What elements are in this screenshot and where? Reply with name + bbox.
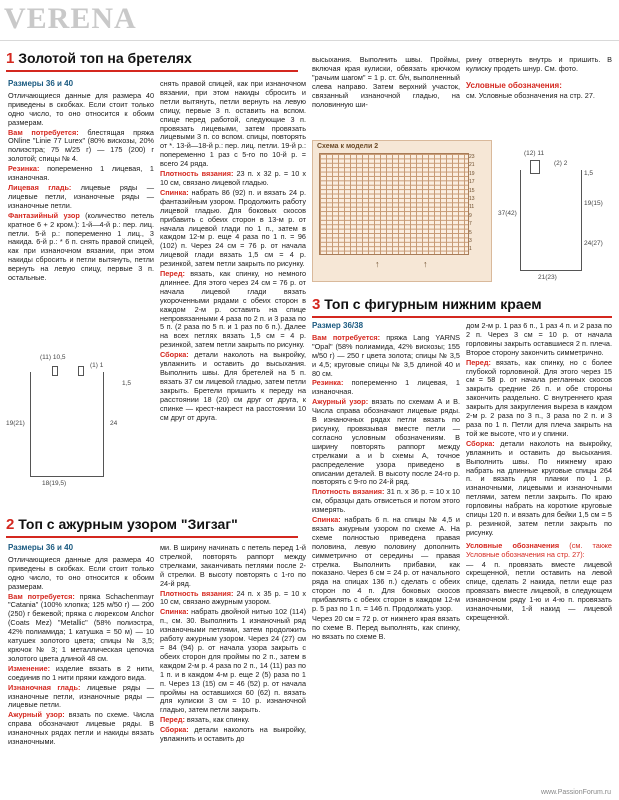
col4-legend: см. Условные обозначения на стр. 27. [466,90,595,100]
section1-sizes: Размеры 36 и 40 [8,79,74,88]
section3-sizes: Размер 36/38 [312,321,364,330]
schematic1-label-width: 18(19,5) [42,480,67,487]
section1-materials-label: Вам потребуется: [8,127,79,137]
section1-column1 [8,80,154,284]
row-number: 3 [469,238,472,245]
row-number: 5 [469,229,472,236]
section2-assembly: детали наколоть на выкройку, увлажнить и оставить до [160,725,306,744]
section3-density: 31 п. х 36 р. = 10 х 10 см, образцы дать отвисеться и потом этого измерять. [312,487,460,515]
col4-top [466,56,612,102]
section3-front-label: Перед: [466,357,491,367]
section2-purl-label: Изнаночная гладь: [8,682,81,692]
section3-text2: Через 20 см = 72 р. от нижнего края вязать по схеме В. Перед выполнять, как спинку, но вязать по схеме B. [312,614,460,641]
section3-back-label: Спинка: [312,515,341,525]
section1-title-rule [6,70,298,72]
section1-materials: блестящая пряжа ONline "Linie 77 Lurex" (80% вискозы, 20% полиэстра; 75 м/25 г) — 175 (200) г золотой; спицы № 4. [8,127,154,164]
schematic1-label-rib: 1,5 [122,380,132,387]
section1-fancy: (количество петель кратное 6 + 2 кром.): 1-й—4-й р.: пер. лиц. петли. 5-й р.: попеременно 1 лиц., 3 накида. 6-й р.: * 6 п. снять правой спицей, как при изнаночном вязании, при этом накиды сбросить и петли вытянуть, петли вернуть на левую спицу, первые 3 п. остальные. [8,210,154,283]
section1-fancy-label: Фантазийный узор [8,210,80,220]
section2-back-label: Спинка: [160,607,189,617]
col2-back-label: Спинка: [160,187,189,197]
col2-text1: снять правой спицей, как при изнаночном вязании, при этом накиды сбросить и петли вытянуть, петли вернуть на левую спицу, первые 3 п. оставить на вспом. спице перед работой, следующие 3 п. провязать лицевыми, затем провязать лицевыми 3 п. со вспом. спицы, повторять от *. 13-й—18-й р.: пер. лиц. петли. 19-й р.: попеременно 1 раз с 5-го по 10-й р. = всего 24 ряда. [160,79,306,169]
schematic1-label-top: (11) 10,5 [40,354,66,361]
section3-legend-label: Условные обозначения [466,540,560,550]
col4-legend-label: Условные обозначения: [466,80,562,90]
section1-rib-label: Резинка: [8,164,40,174]
col2-assembly-label: Сборка: [160,350,189,360]
col4-text: рину отвернуть внутрь и пришить. В кулиску продеть шнур. См. фото. [466,55,612,73]
section2-number: 2 [6,516,15,533]
section2-front-label: Перед: [160,715,185,725]
schematic2-label-width: 21(23) [538,274,557,281]
section2-sizes: Размеры 36 и 40 [8,543,74,552]
section2-lace-label: Ажурный узор: [8,710,65,720]
section3-title-rule [312,316,612,318]
chart-row-numbers [469,153,487,253]
schematic1-label-side: 19(21) [6,420,25,427]
section2-column2 [160,544,306,745]
row-number: 15 [469,187,475,194]
section2-column1 [8,544,154,748]
section3-column1 [312,322,460,643]
section2-col2-text: ми. В ширину начинать с петель перед 1-й стрелкой, повторять раппорт между стрелками, заканчивать петлями после 2-й стрелки. В высоту повторять с 1-го по 24-й ряд. [160,543,306,588]
schematic2-label-rib: 1,5 [584,170,594,177]
section2-assembly-label: Сборка: [160,725,189,735]
knitting-chart [312,140,492,282]
section3-density-label: Плотность вязания: [312,487,385,497]
row-number: 17 [469,179,475,186]
section3-materials: пряжа Lang YARNS "Opal" (58% полиамида, 42% вискозы; 155 м/50 г) — 250 г цвета золота; спицы № 3,5 и 4,5; круговые спицы № 3,5 длиной 40 и 80 см. [312,332,460,378]
row-number: 23 [469,154,475,160]
row-number: 19 [469,170,475,177]
col3-text: высыхания. Выполнить швы. Проймы, включая края кулиски, обвязать крючком "рачьим шагом" = 1 р. ст. б/н, выполненный слева направо. Затем верхний участок, связанный изнаночной гладью, на половинную ши- [312,55,460,109]
section2-lace: вязать по схеме. Числа справа обозначают лицевые ряды. В изнаночных рядах петли и накиды вязать изнаночными. [8,710,154,747]
section3-rib: попеременно 1 лицевая, 1 изнаночная. [312,378,460,397]
row-number: 11 [469,204,475,211]
row-number: 7 [469,221,472,228]
section2-title-rule [6,536,298,538]
schematic1-strap-left [52,366,58,376]
schematic2-label-armhole: 19(15) [584,200,603,207]
section1-stockinette: лицевые ряды — лицевые петли, изнаночные ряды — изнаночные петли. [8,182,155,210]
schematic1-label-height: 24 [110,420,118,427]
section1-number: 1 [6,50,15,67]
schematic2-label-top: (12) 11 [524,150,545,157]
section3-legend: (см. также Условные обозначения на стр. 27): [466,540,612,559]
section1-title-text: Золотой топ на бретелях [18,50,192,66]
website-watermark: www.PassionForum.ru [540,789,611,796]
section3-assembly-label: Сборка: [466,438,495,448]
section2-edge-label: Изменение: [8,663,50,673]
section3-title-text: Топ с фигурным нижним краем [324,296,542,312]
schematic2-label-side: 24(27) [584,240,603,247]
schematic2-label-length: 37(42) [498,210,517,217]
section3-materials-label: Вам потребуется: [312,332,381,342]
chart-title: Схема к модели 2 [317,143,379,150]
section2-back: набрать двойной нитью 102 (114) п., см. 30. Выполнить 1 изнаночный ряд изнаночными петлями, затем продолжить работу ажурным узором. Через 24 (27) см = 84 (94) р. от начала узора закрыть с обеих сторон для проймы по 2 п., затем в каждом 2-м р. 4 раза по 2 п., 14 (11) раз по 1 п. и в каждом 4-м р. еще 2 (5) раза по 1 п. Через 13 (15) см = 46 (52) р. от начала проймы на оставшихся 60 (62) п. вязать для кулиски 3 см = 10 р. изнаночной гладью, затем петли закрыть. [160,607,306,715]
row-number: 13 [469,196,475,203]
section3-number: 3 [312,296,321,313]
section1-rib: попеременно 1 лицевая, 1 изнаночная. [8,164,154,183]
schematic2-shoulder [530,160,540,174]
section3-rib-label: Резинка: [312,378,344,388]
col3-top [312,56,460,110]
section2-density: 24 п. х 35 р. = 10 х 10 см, связано ажурным узором. [160,588,306,607]
schematic2-body [520,170,582,271]
section3-back: набрать 6 п. на спицы № 4,5 и вязать ажурным узором по схеме А. На схеме полностью приведена правая половина, левую половину дополнить симметрично от середины — правая стрелка. Выполнить прибавки, как показано. Через 6 см = 24 р. от начального ряда на спицах 136 п.) сделать с обеих сторон по 4 п. Для боковых скосов прибавлять с обеих сторон в каждом 12-м р. 5 раз по 1 п. = 146 п. Продолжать узор. [312,515,460,614]
section2-edge: изделие вязать в 2 нити, соединив по 1 нити пряжи каждого вида. [8,663,154,682]
section2-density-label: Плотность вязания: [160,588,234,598]
section3-column2 [466,322,612,624]
section2-purl: лицевые ряды — изнаночные петли, изнаночные ряды — лицевые петли. [8,682,155,710]
col2-density-label: Плотность вязания: [160,169,234,179]
col2-back: набрать 86 (92) п. и вязать 24 р. фантазийным узором. Продолжить работу лицевой гладью. Для боковых скосов прибавить с обеих сторон в 13-м р. от начала лицевой глади по 1 п., затем в каждом 12-м р. еще 4 раза по 1 п. = 96 (102) п. Через 24 см = 76 р. от начала лицевой глади вязать 1,5 см = 4 р. резинкой, затем петли закрыть по рисунку. [160,187,306,269]
section3-front: вязать, как спинку, но с более глубокой горловиной. Для этого через 15 см = 58 р. от начала регланных скосов закрыть средние 26 п. и обе стороны закончить раздельно. С внутреннего края закрыть для закругления выреза в каждом 2-м р. 2 раза по 3 п., 3 раза по 2 п. и 3 раза по 1 п. Петли для плеча закрыть на той же высоте, что и у спинки. [466,357,613,438]
section2-title [6,516,238,533]
section3-legend-text: — 4 п. провязать вместе лицевой скрещенной, петли оставить на левой спице, сделать 2 накида, петли еще раз провязать вместе лицевой, в следующем изнаночном ряду 1-ю и 4-ю п. провязать изнаночными, 1-й накид — лицевой скрещенной. [466,559,612,622]
schematic1-label-strap: (1) 1 [90,362,104,369]
section2-intro: Отличающиеся данные для размера 40 приведены в скобках. Если стоит только одно число, то оно относится к обоим размерам. [8,554,154,591]
section2-materials-label: Вам потребуется: [8,591,75,601]
schematic1-strap-right [78,366,84,376]
section3-title [312,296,542,313]
section2-materials: пряжа Schachenmayr "Catania" (100% хлопка; 125 м/50 г) — 200 (250) г бежевой; пряжа с люрексом Anchor (Coats Mez) "Metallic" (58% полиэстра, 42% полиамида; 1 катушка = 50 м) — 10 катушек золотого цвета; спицы № 3,5; крючок № 3; 1 металлическая цепочка золотого цвета длиной 48 см. [8,591,155,663]
chart-arrow-b: ↑ [423,259,428,269]
section3-col2-text: дом 2-м р. 1 раз 6 п., 1 раз 4 п. и 2 раза по 2 п. Через 3 см = 10 р. от начала горловины закрыть оставшиеся 2 п. плеча. Второе сторону закончить симметрично. [466,321,612,357]
section3-lace: вязать по схемам А и В. Числа справа обозначают лицевые ряды. В изнаночных рядах петли вязать по рисунку, провязывая вместе петли — согласно условным обозначениям. В ширину повторять раппорт между стрелками а и b схемы А, точное распределение узора приведено в описании деталей. В высоту после 24-го р. повторять с 9-го по 24-й ряд. [312,397,460,487]
chart-grid [319,153,469,255]
brand-logo: VERENA [4,2,137,35]
section1-intro: Отличающиеся данные для размера 40 приведены в скобках. Если стоит только одно число, то оно относится к обоим размерам. [8,90,154,127]
section1-title [6,50,192,67]
row-number: 9 [469,212,472,219]
schematic2-label-neck: (2) 2 [554,160,568,167]
col2-front: вязать, как спинку, но немного длиннее. Для этого через 24 см = 76 р. от начала лицевой глади вязать укороченными рядами с обеих сторон в каждом 2-м р. оставить на спице непровязанными 4 раза по 2 п. и 3 раза по 5 п. (2 раза по 5 п. и 1 раз по 6 п.). Далее на всех петлях вязать 1,5 см = 4 р. резинкой, затем петли закрыть по рисунку. [160,269,307,350]
section1-column2 [160,80,306,423]
col2-density: 23 п. х 32 р. = 10 х 10 см, связано лицевой гладью. [160,169,306,187]
section1-stockinette-label: Лицевая гладь: [8,182,72,192]
section3-lace-label: Ажурный узор: [312,397,369,407]
row-number: 21 [469,162,475,169]
col2-front-label: Перед: [160,269,185,279]
chart-arrow-a: ↑ [375,259,380,269]
section2-title-text: Топ с ажурным узором "Зигзаг" [18,516,238,532]
header-rule [0,40,619,41]
row-number: 1 [469,246,472,253]
section2-front: вязать, как спинку. [186,715,250,725]
section3-assembly: детали наколоть на выкройку, увлажнить и оставить до высыхания. Выполнить швы. По нижнему краю набрать на длинные круговые спицы 264 п. и вязать для планки по 1 р. изнаночными, лицевыми и изнаночными петлями, затем петли закрыть. По краю горловины набрать на короткие круговые спицы 120 п. и вязать для бейки 1,5 см = 5 р. резинкой, затем петли закрыть по рисунку. [466,438,612,537]
col2-assembly: детали наколоть на выкройку, увлажнить и оставить до высыхания. Выполнить швы. Для бретелей на 5 п. вязать 37 см лицевой гладью, затем петли закрыть. Бретели пришить к переду на расстоянии 18 (20) см друг от друга, к спинке — крест-накрест на расстоянии 10 см друг от друга. [160,350,306,422]
schematic1-body [30,372,104,477]
